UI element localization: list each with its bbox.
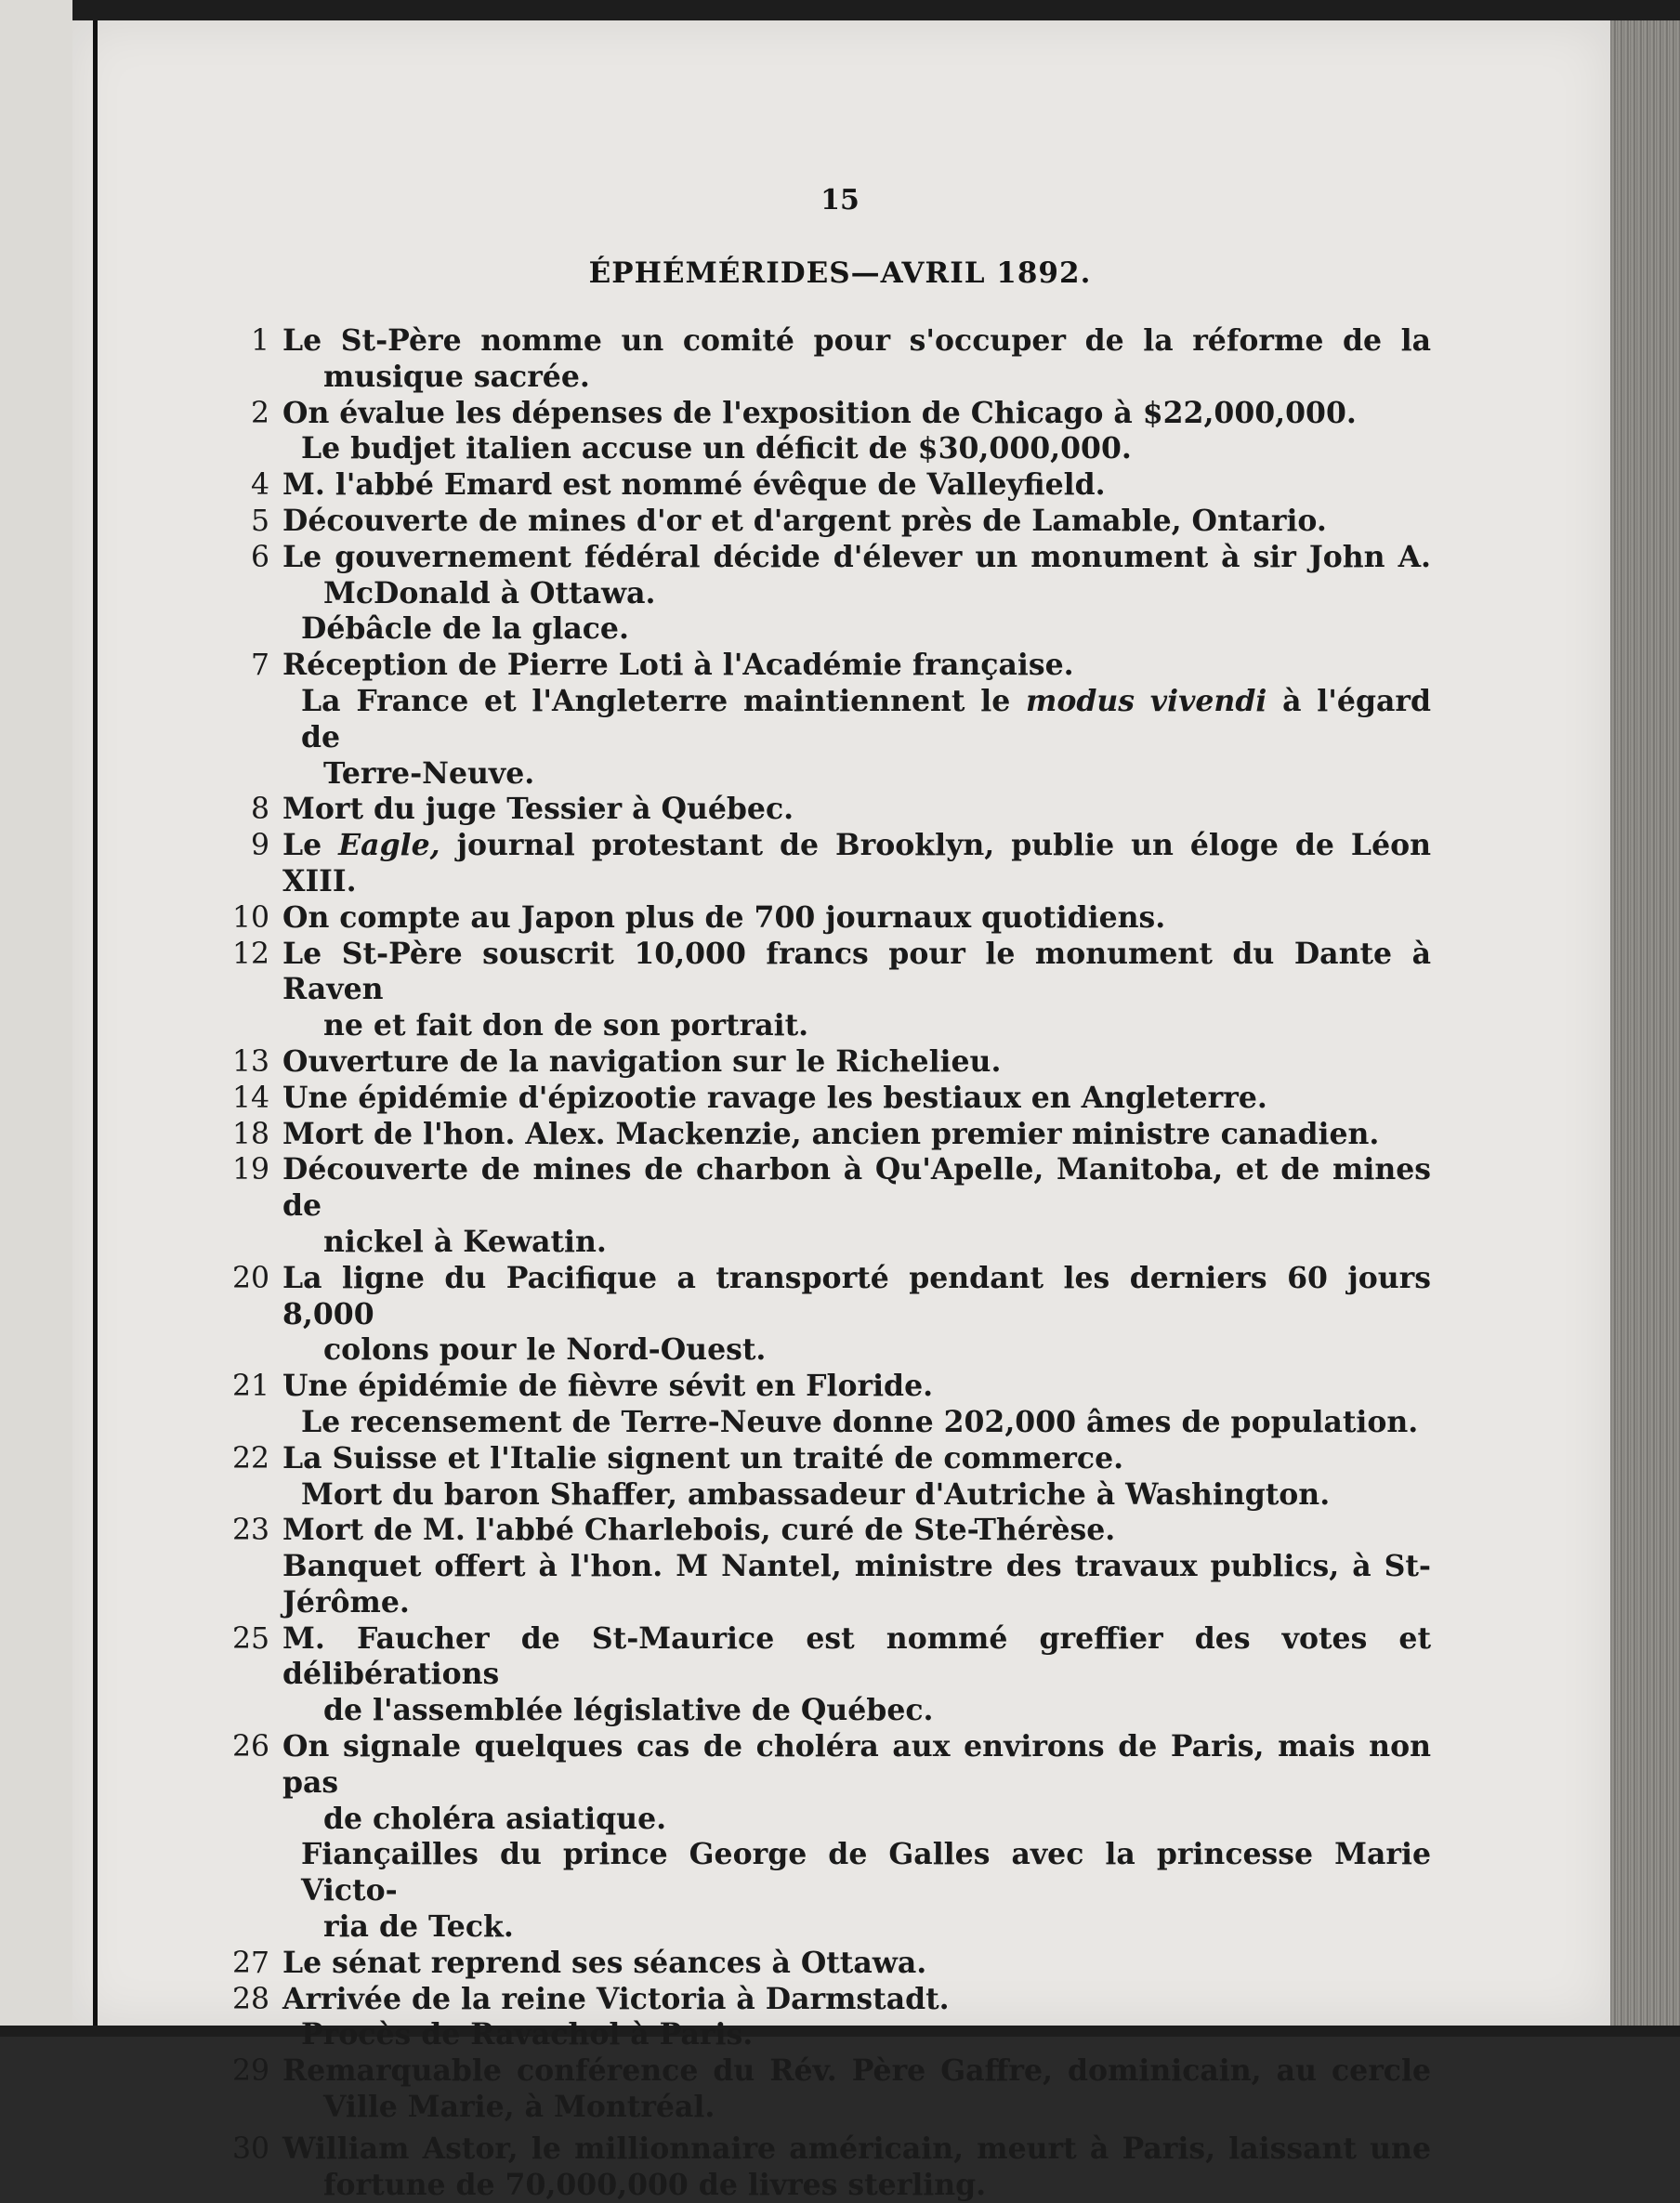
page-number: 15 [820,184,860,216]
entry-day: 1 [250,324,269,358]
entry-day: 30 [232,2131,270,2166]
entry-line: Mort de l'hon. Alex. Mackenzie, ancien premier ministre canadien. [282,1116,1380,1151]
entry-line: M. Faucher de St-Maurice est nommé greffier des votes et délibérations [282,1620,1431,1692]
entry-line: de l'assemblée législative de Québec. [323,1693,934,1728]
entry-line: colons pour le Nord-Ouest. [323,1332,767,1368]
entry-line: de choléra asiatique. [323,1801,667,1836]
entry [232,792,1431,828]
entry [232,2017,1431,2053]
entry-italic-text: Eagle, [338,828,440,863]
entry-line [282,684,1431,756]
entry-line: Mort du juge Tessier à Québec. [282,792,794,827]
entry [232,1946,1431,1982]
entry [232,323,1431,396]
entry [232,900,1431,937]
entry [232,540,1431,612]
scan-top-border [0,0,1680,20]
entry-day: 25 [232,1621,270,1656]
entry-day: 27 [232,1946,270,1980]
entry-day: 29 [232,2054,270,2089]
entry [232,648,1431,684]
entry-line: On compte au Japon plus de 700 journaux quotidiens. [282,899,1166,935]
entry [232,1261,1431,1369]
entry [232,1982,1431,2018]
entry [232,2131,1431,2203]
entry-day: 13 [232,1044,270,1079]
entry-day: 5 [250,504,269,538]
entry-line: La Suisse et l'Italie signent un traité de commerce. [282,1440,1124,1475]
entry-line: Mort du baron Shaffer, ambassadeur d'Autriche à Washington. [301,1476,1331,1512]
entry-line: Terre-Neuve. [323,755,535,791]
entry [232,467,1431,504]
page-gutter-line [93,20,98,2026]
entry-text: Le [282,828,322,863]
entry [232,1621,1431,1729]
entry-day: 8 [250,793,269,827]
entry [232,1044,1431,1081]
entries-list [232,323,1431,2203]
entry-line [282,828,1431,900]
entry-line: Arrivée de la reine Victoria à Darmstadt. [282,1981,950,2016]
entry-line: La ligne du Pacifique a transporté pendant les derniers 60 jours 8,000 [282,1260,1431,1331]
entry-day: 6 [250,540,269,574]
entry-line: William Astor, le millionnaire américain, meurt à Paris, laissant une [282,2131,1431,2166]
entry [232,1549,1431,1621]
entry-day: 9 [250,829,269,863]
entry [232,1513,1431,1549]
entry-line: Le sénat reprend ses séances à Ottawa. [282,1945,927,1980]
entry-day: 12 [232,937,270,971]
entry [232,504,1431,540]
entry [232,1369,1431,1405]
entry [232,1117,1431,1153]
entry-day: 2 [250,396,269,430]
entry-text: journal protestant de Brooklyn, publie un éloge de Léon XIII. [282,828,1432,898]
entry-line: Le gouvernement fédéral décide d'élever un monument à sir John A. [282,539,1431,574]
entry-line: Le St-Père nomme un comité pour s'occuper de la réforme de la [282,323,1431,358]
entry-italic-text: modus vivendi [1026,683,1267,718]
entry [232,431,1431,467]
entry [232,1405,1431,1441]
entry [232,684,1431,792]
entry [232,1837,1431,1945]
entry-day: 22 [232,1441,270,1475]
entry-day: 7 [250,649,269,683]
entry-line: Remarquable conférence du Rév. Père Gaffre, dominicain, au cercle [282,2053,1431,2089]
entry-line: Le recensement de Terre-Neuve donne 202,000 âmes de population. [301,1404,1419,1439]
entry-line: On signale quelques cas de choléra aux environs de Paris, mais non pas [282,1729,1431,1800]
entry-day: 4 [250,468,269,503]
entry-line: Ville Marie, à Montréal. [323,2090,715,2125]
entry-line: Une épidémie d'épizootie ravage les bestiaux en Angleterre. [282,1080,1267,1115]
entry-day: 14 [232,1081,270,1115]
entry [232,611,1431,648]
entry-text: à l'égard de [301,683,1432,754]
entry-day: 23 [232,1514,270,1548]
entry [232,2053,1431,2126]
entry-line: Réception de Pierre Loti à l'Académie française. [282,648,1074,683]
entry-line: Banquet offert à l'hon. M Nantel, ministre des travaux publics, à St-Jérôme. [282,1549,1431,1619]
entry-line: fortune de 70,000,000 de livres sterling. [323,2167,987,2202]
page-title: ÉPHÉMÉRIDES—AVRIL 1892. [588,256,1092,290]
entry-day: 26 [232,1730,270,1764]
entry-line: Procès de Ravachol à Paris. [301,2017,754,2052]
entry-day: 18 [232,1117,270,1151]
entry-day: 19 [232,1153,270,1187]
entry-line: musique sacrée. [323,359,590,394]
entry-day: 20 [232,1261,270,1295]
entry-line: McDonald à Ottawa. [323,575,656,610]
entry-line: Fiançailles du prince George de Galles avec la princesse Marie Victo- [301,1837,1431,1908]
entry-line: Mort de M. l'abbé Charlebois, curé de Ste-Thérèse. [282,1513,1116,1548]
entry [232,1477,1431,1514]
entry-text: La France et l'Angleterre maintiennent le [301,683,1011,718]
entry-day: 21 [232,1370,270,1404]
entry [232,1441,1431,1477]
book-page-edges [1610,20,1680,2026]
entry [232,396,1431,432]
entry-line: nickel à Kewatin. [323,1224,607,1259]
entry-line: Le St-Père souscrit 10,000 francs pour le monument du Dante à Raven [282,936,1431,1007]
entry [232,1152,1431,1260]
scan-left-margin [0,0,72,2037]
entry-line: ne et fait don de son portrait. [323,1008,809,1043]
entry [232,937,1431,1044]
entry-line: Le budjet italien accuse un déficit de $30,000,000. [301,431,1132,466]
entry [232,1729,1431,1837]
entry-line: M. l'abbé Emard est nommé évêque de Valleyfield. [282,467,1106,503]
entry [232,1081,1431,1117]
entry-line: Découverte de mines d'or et d'argent près de Lamable, Ontario. [282,503,1327,538]
entry-day: 10 [232,900,270,935]
entry-line: ria de Teck. [323,1909,514,1945]
entry-line: Découverte de mines de charbon à Qu'Apelle, Manitoba, et de mines de [282,1152,1431,1224]
entry [232,828,1431,900]
entry-line: Une épidémie de fièvre sévit en Floride. [282,1369,934,1404]
entry-line: Débâcle de la glace. [301,611,629,647]
entry-day: 28 [232,1982,270,2016]
entry-line: On évalue les dépenses de l'exposition de Chicago à $22,000,000. [282,395,1357,430]
entry-line: Ouverture de la navigation sur le Richelieu. [282,1043,1002,1079]
